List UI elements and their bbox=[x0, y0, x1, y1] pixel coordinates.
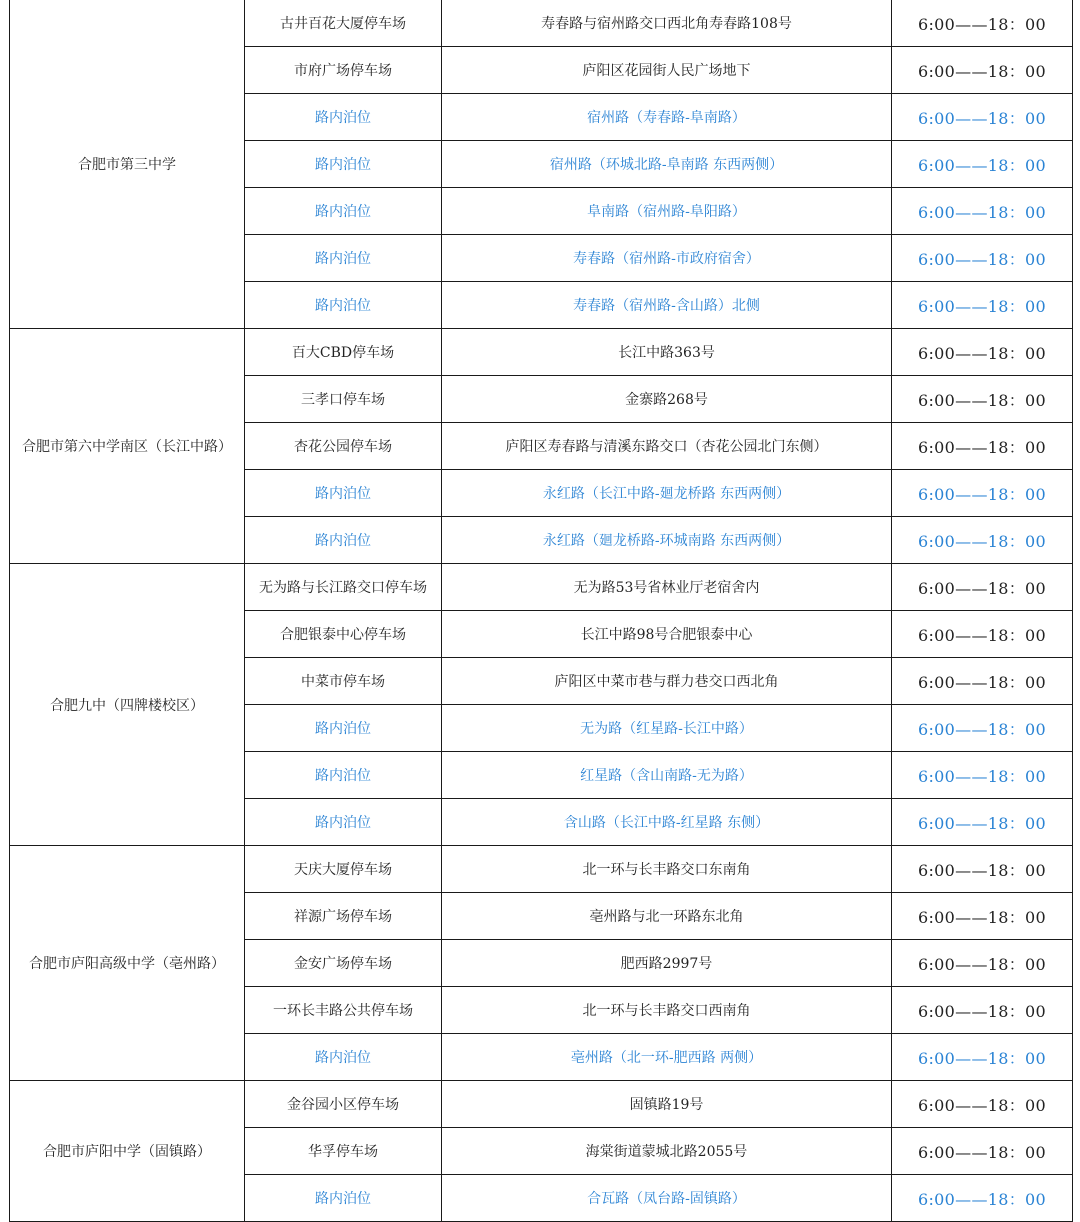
lot-name-cell: 路内泊位 bbox=[245, 282, 442, 329]
hours-cell: 6:00——18：00 bbox=[892, 799, 1073, 846]
lot-name-cell: 中菜市停车场 bbox=[245, 658, 442, 705]
hours-cell: 6:00——18：00 bbox=[892, 752, 1073, 799]
hours-cell: 6:00——18：00 bbox=[892, 0, 1073, 47]
lot-name-cell: 路内泊位 bbox=[245, 141, 442, 188]
address-cell: 寿春路（宿州路-市政府宿舍） bbox=[442, 235, 892, 282]
address-cell: 无为路（红星路-长江中路） bbox=[442, 705, 892, 752]
hours-cell: 6:00——18：00 bbox=[892, 1175, 1073, 1222]
hours-cell: 6:00——18：00 bbox=[892, 564, 1073, 611]
school-name-cell: 合肥市第三中学 bbox=[10, 0, 245, 329]
address-cell: 亳州路与北一环路东北角 bbox=[442, 893, 892, 940]
hours-cell: 6:00——18：00 bbox=[892, 94, 1073, 141]
school-name-cell: 合肥九中（四牌楼校区） bbox=[10, 564, 245, 846]
lot-name-cell: 古井百花大厦停车场 bbox=[245, 0, 442, 47]
address-cell: 长江中路363号 bbox=[442, 329, 892, 376]
table-row bbox=[10, 846, 1073, 893]
lot-name-cell: 路内泊位 bbox=[245, 705, 442, 752]
address-cell: 肥西路2997号 bbox=[442, 940, 892, 987]
parking-table-body bbox=[10, 0, 1073, 1222]
address-cell: 庐阳区寿春路与清溪东路交口（杏花公园北门东侧） bbox=[442, 423, 892, 470]
address-cell: 宿州路（寿春路-阜南路） bbox=[442, 94, 892, 141]
lot-name-cell: 金安广场停车场 bbox=[245, 940, 442, 987]
hours-cell: 6:00——18：00 bbox=[892, 188, 1073, 235]
hours-cell: 6:00——18：00 bbox=[892, 235, 1073, 282]
parking-table bbox=[9, 0, 1073, 1222]
lot-name-cell: 路内泊位 bbox=[245, 1034, 442, 1081]
address-cell: 永红路（长江中路-廻龙桥路 东西两侧） bbox=[442, 470, 892, 517]
table-row bbox=[10, 0, 1073, 47]
lot-name-cell: 路内泊位 bbox=[245, 235, 442, 282]
hours-cell: 6:00——18：00 bbox=[892, 376, 1073, 423]
school-name-cell: 合肥市庐阳中学（固镇路） bbox=[10, 1081, 245, 1222]
address-cell: 永红路（廻龙桥路-环城南路 东西两侧） bbox=[442, 517, 892, 564]
lot-name-cell: 市府广场停车场 bbox=[245, 47, 442, 94]
lot-name-cell: 祥源广场停车场 bbox=[245, 893, 442, 940]
lot-name-cell: 路内泊位 bbox=[245, 799, 442, 846]
hours-cell: 6:00——18：00 bbox=[892, 47, 1073, 94]
lot-name-cell: 路内泊位 bbox=[245, 94, 442, 141]
address-cell: 固镇路19号 bbox=[442, 1081, 892, 1128]
hours-cell: 6:00——18：00 bbox=[892, 705, 1073, 752]
hours-cell: 6:00——18：00 bbox=[892, 329, 1073, 376]
lot-name-cell: 杏花公园停车场 bbox=[245, 423, 442, 470]
hours-cell: 6:00——18：00 bbox=[892, 658, 1073, 705]
hours-cell: 6:00——18：00 bbox=[892, 940, 1073, 987]
address-cell: 含山路（长江中路-红星路 东侧） bbox=[442, 799, 892, 846]
hours-cell: 6:00——18：00 bbox=[892, 987, 1073, 1034]
hours-cell: 6:00——18：00 bbox=[892, 282, 1073, 329]
lot-name-cell: 天庆大厦停车场 bbox=[245, 846, 442, 893]
lot-name-cell: 一环长丰路公共停车场 bbox=[245, 987, 442, 1034]
lot-name-cell: 合肥银泰中心停车场 bbox=[245, 611, 442, 658]
address-cell: 寿春路（宿州路-含山路）北侧 bbox=[442, 282, 892, 329]
lot-name-cell: 路内泊位 bbox=[245, 188, 442, 235]
hours-cell: 6:00——18：00 bbox=[892, 470, 1073, 517]
address-cell: 金寨路268号 bbox=[442, 376, 892, 423]
address-cell: 红星路（含山南路-无为路） bbox=[442, 752, 892, 799]
table-row bbox=[10, 564, 1073, 611]
lot-name-cell: 金谷园小区停车场 bbox=[245, 1081, 442, 1128]
address-cell: 庐阳区花园街人民广场地下 bbox=[442, 47, 892, 94]
address-cell: 无为路53号省林业厅老宿舍内 bbox=[442, 564, 892, 611]
lot-name-cell: 路内泊位 bbox=[245, 517, 442, 564]
school-name-cell: 合肥市第六中学南区（长江中路） bbox=[10, 329, 245, 564]
lot-name-cell: 路内泊位 bbox=[245, 470, 442, 517]
lot-name-cell: 华孚停车场 bbox=[245, 1128, 442, 1175]
school-name-cell: 合肥市庐阳高级中学（亳州路） bbox=[10, 846, 245, 1081]
hours-cell: 6:00——18：00 bbox=[892, 517, 1073, 564]
address-cell: 北一环与长丰路交口西南角 bbox=[442, 987, 892, 1034]
address-cell: 亳州路（北一环-肥西路 两侧） bbox=[442, 1034, 892, 1081]
lot-name-cell: 无为路与长江路交口停车场 bbox=[245, 564, 442, 611]
lot-name-cell: 路内泊位 bbox=[245, 1175, 442, 1222]
address-cell: 北一环与长丰路交口东南角 bbox=[442, 846, 892, 893]
lot-name-cell: 路内泊位 bbox=[245, 752, 442, 799]
address-cell: 寿春路与宿州路交口西北角寿春路108号 bbox=[442, 0, 892, 47]
hours-cell: 6:00——18：00 bbox=[892, 893, 1073, 940]
hours-cell: 6:00——18：00 bbox=[892, 1128, 1073, 1175]
hours-cell: 6:00——18：00 bbox=[892, 141, 1073, 188]
lot-name-cell: 三孝口停车场 bbox=[245, 376, 442, 423]
table-row bbox=[10, 329, 1073, 376]
hours-cell: 6:00——18：00 bbox=[892, 1034, 1073, 1081]
address-cell: 海棠街道蒙城北路2055号 bbox=[442, 1128, 892, 1175]
lot-name-cell: 百大CBD停车场 bbox=[245, 329, 442, 376]
address-cell: 宿州路（环城北路-阜南路 东西两侧） bbox=[442, 141, 892, 188]
address-cell: 合瓦路（凤台路-固镇路） bbox=[442, 1175, 892, 1222]
hours-cell: 6:00——18：00 bbox=[892, 1081, 1073, 1128]
hours-cell: 6:00——18：00 bbox=[892, 846, 1073, 893]
table-row bbox=[10, 1081, 1073, 1128]
hours-cell: 6:00——18：00 bbox=[892, 423, 1073, 470]
hours-cell: 6:00——18：00 bbox=[892, 611, 1073, 658]
address-cell: 阜南路（宿州路-阜阳路） bbox=[442, 188, 892, 235]
address-cell: 庐阳区中菜市巷与群力巷交口西北角 bbox=[442, 658, 892, 705]
address-cell: 长江中路98号合肥银泰中心 bbox=[442, 611, 892, 658]
